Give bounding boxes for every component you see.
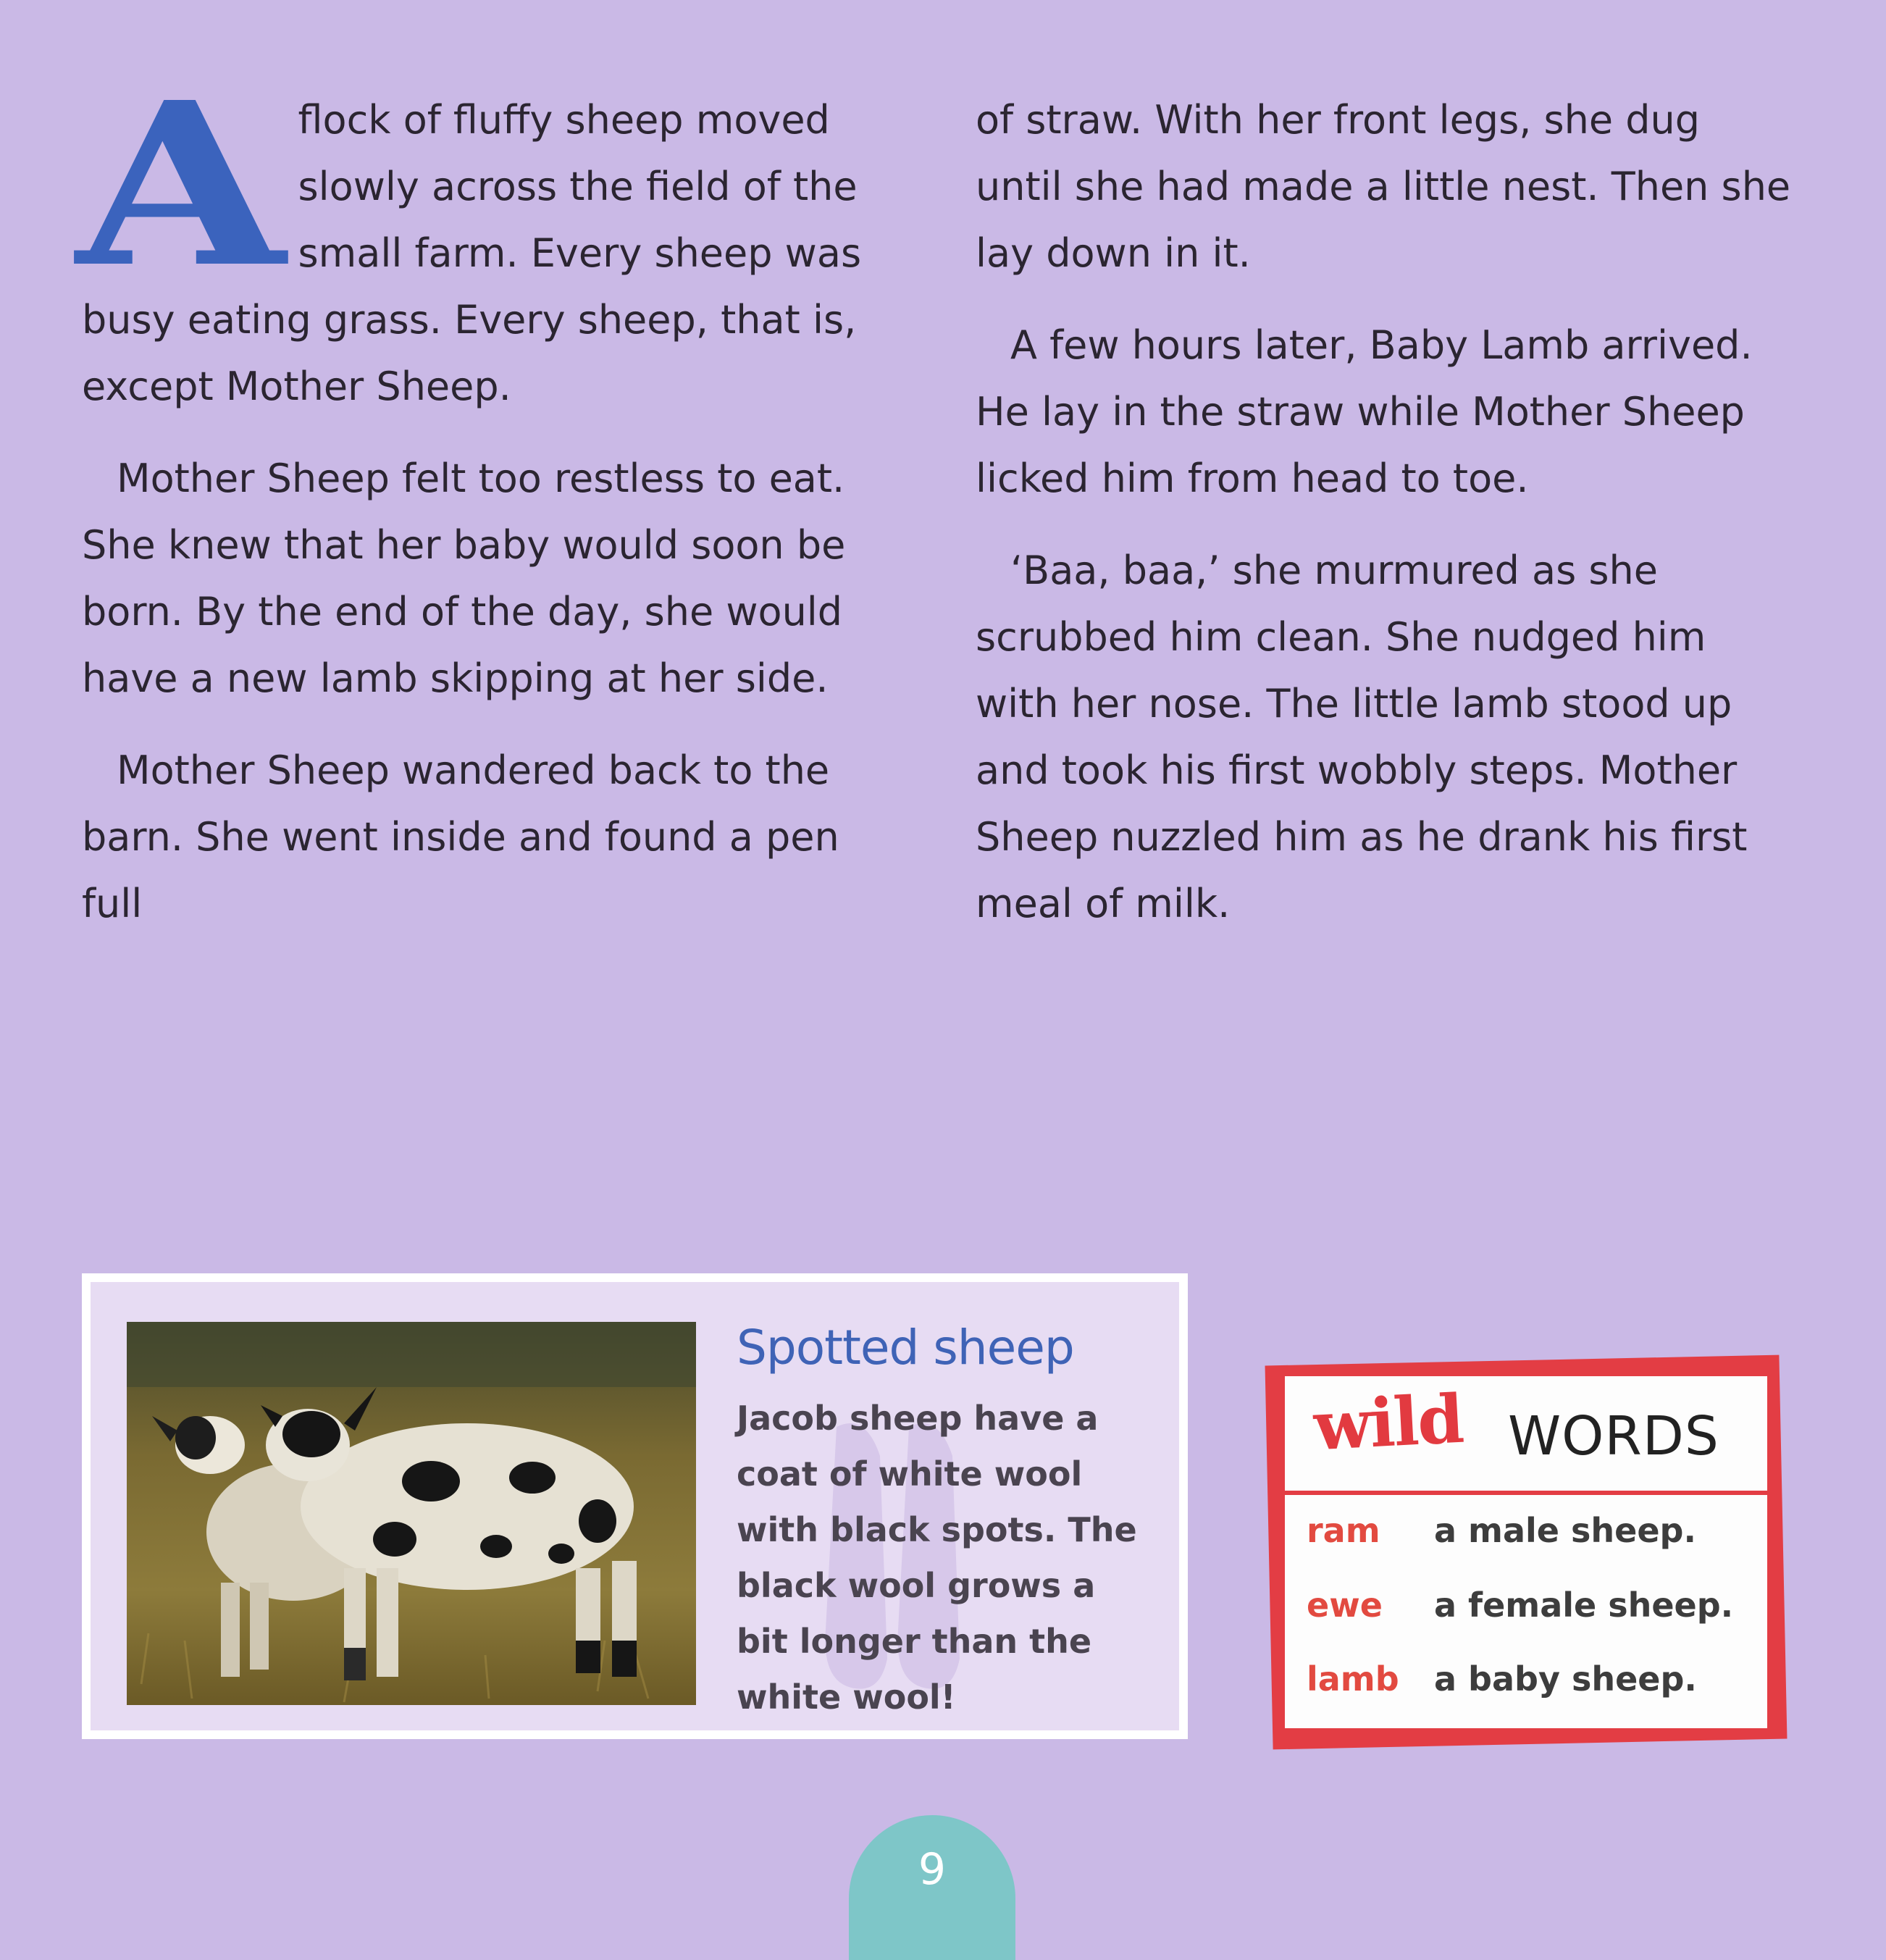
fact-box-title: Spotted sheep [737, 1320, 1074, 1375]
page-number: 9 [918, 1844, 947, 1895]
story-right-column [976, 87, 1794, 963]
story-paragraph: Aflock of fluffy sheep moved slowly across the field of the small farm. Every sheep was busy eating grass. Every sheep, that is, except Mother Sheep. [76, 54, 862, 409]
fact-box-text: Jacob sheep have a coat of white wool with black spots. The black wool grows a bit longer than the white wool! [737, 1399, 1137, 1717]
jacob-lambs-photo [127, 1322, 696, 1705]
glossary-divider [1285, 1491, 1767, 1495]
glossary-term: lamb [1307, 1659, 1399, 1699]
story-left-column [76, 54, 879, 963]
fact-box-inner [91, 1282, 1179, 1730]
drop-cap: A [76, 54, 285, 317]
glossary-definition: a baby sheep. [1434, 1659, 1697, 1699]
story-paragraph: ‘Baa, baa,’ she murmured as she scrubbed him clean. She nudged him with her nose. The little lamb stood up and took his first wobbly steps. Mother Sheep nuzzled him as he drank his first meal of milk. [976, 548, 1748, 926]
story-paragraph: A few hours later, Baby Lamb arrived. He lay in the straw while Mother Sheep licked him from head to toe. [976, 322, 1753, 501]
page-number-tab [849, 1815, 1015, 1960]
glossary-term: ram [1307, 1511, 1380, 1550]
story-paragraph: Mother Sheep wandered back to the barn. She went inside and found a pen full [82, 747, 839, 926]
fact-box [82, 1273, 1188, 1739]
story-paragraph: Mother Sheep felt too restless to eat. She knew that her baby would soon be born. By the end of the day, she would have a new lamb skipping at her side. [82, 456, 846, 701]
glossary-term: ewe [1307, 1586, 1383, 1625]
glossary-title-wild: wild [1312, 1379, 1465, 1466]
story-paragraph: of straw. With her front legs, she dug until she had made a little nest. Then she lay down in it. [976, 97, 1791, 276]
glossary-title-words: WORDS [1508, 1405, 1719, 1467]
wild-words-glossary [1269, 1360, 1783, 1744]
glossary-definition: a female sheep. [1434, 1586, 1734, 1625]
glossary-definition: a male sheep. [1434, 1511, 1696, 1550]
